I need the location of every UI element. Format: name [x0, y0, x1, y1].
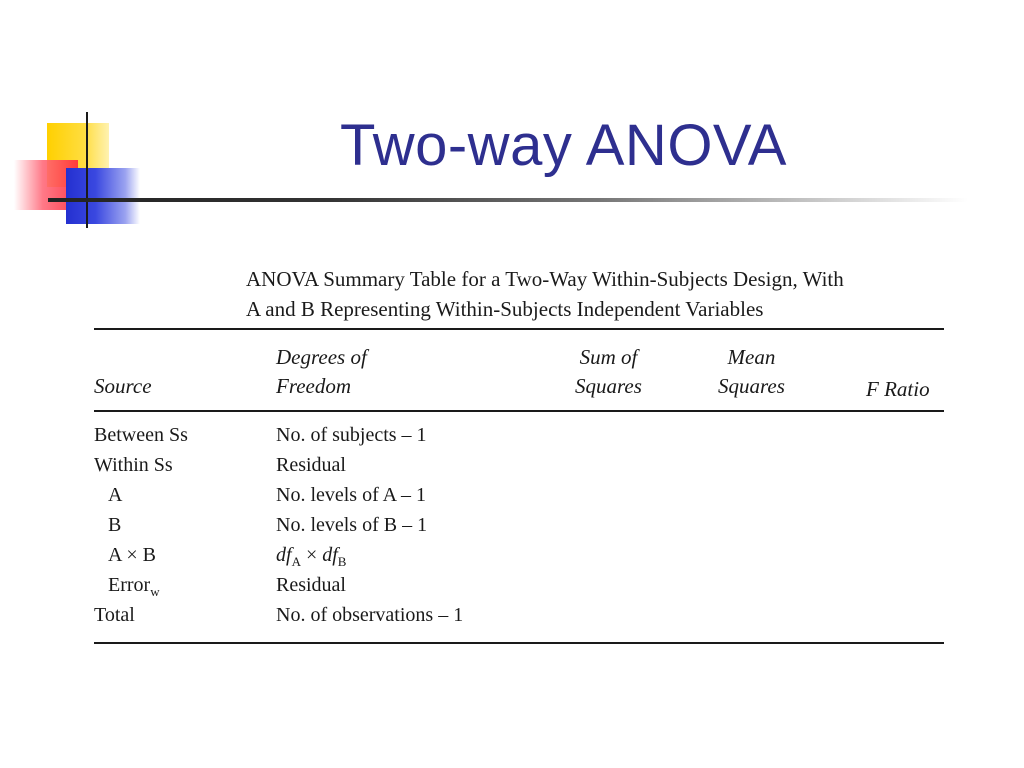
row-source: B	[108, 514, 122, 536]
header-source: Source	[94, 374, 152, 398]
error-label: Error	[108, 574, 151, 596]
error-subscript: w	[150, 584, 160, 599]
logo-blue-square	[66, 168, 140, 224]
row-df: No. of subjects – 1	[276, 424, 427, 446]
row-source: Within Ss	[94, 454, 173, 476]
table-top-rule	[94, 328, 944, 330]
row-source	[108, 574, 160, 600]
header-degrees-of-freedom	[276, 343, 367, 401]
row-df	[276, 544, 346, 570]
df-subscript: A	[291, 554, 301, 569]
header-mean-squares	[718, 343, 785, 401]
row-df: No. levels of A – 1	[276, 484, 426, 506]
df-subscript: B	[337, 554, 347, 569]
logo-vertical-line	[86, 112, 88, 228]
header-dof-line-1: Degrees of	[276, 345, 367, 369]
table-caption	[246, 264, 966, 324]
header-f-ratio: F Ratio	[866, 377, 930, 401]
row-source: Between Ss	[94, 424, 188, 446]
header-ss-line-1: Sum of	[579, 345, 638, 369]
header-ms-line-1: Mean	[727, 345, 776, 369]
table-header-rule	[94, 410, 944, 412]
slide-logo	[0, 0, 160, 240]
header-ms-line-2: Squares	[718, 374, 785, 398]
row-df: No. levels of B – 1	[276, 514, 428, 536]
header-dof-line-2: Freedom	[276, 374, 352, 398]
header-ss-line-2: Squares	[575, 374, 642, 398]
title-underline	[48, 198, 968, 202]
row-df: No. of observations – 1	[276, 604, 464, 626]
times-symbol: ×	[300, 544, 323, 566]
row-source: A	[108, 484, 123, 506]
table-bottom-rule	[94, 642, 944, 644]
row-df: Residual	[276, 454, 346, 476]
row-df: Residual	[276, 574, 346, 596]
row-source: Total	[94, 604, 135, 626]
row-source: A × B	[108, 544, 156, 566]
header-sum-of-squares	[575, 343, 642, 401]
df-symbol: df	[322, 544, 338, 566]
caption-line-2: A and B Representing Within-Subjects Independent Variables	[246, 297, 764, 321]
df-symbol: df	[276, 544, 292, 566]
caption-line-1: ANOVA Summary Table for a Two-Way Within-Subjects Design, With	[246, 267, 844, 291]
slide-title: Two-way ANOVA	[340, 113, 787, 178]
